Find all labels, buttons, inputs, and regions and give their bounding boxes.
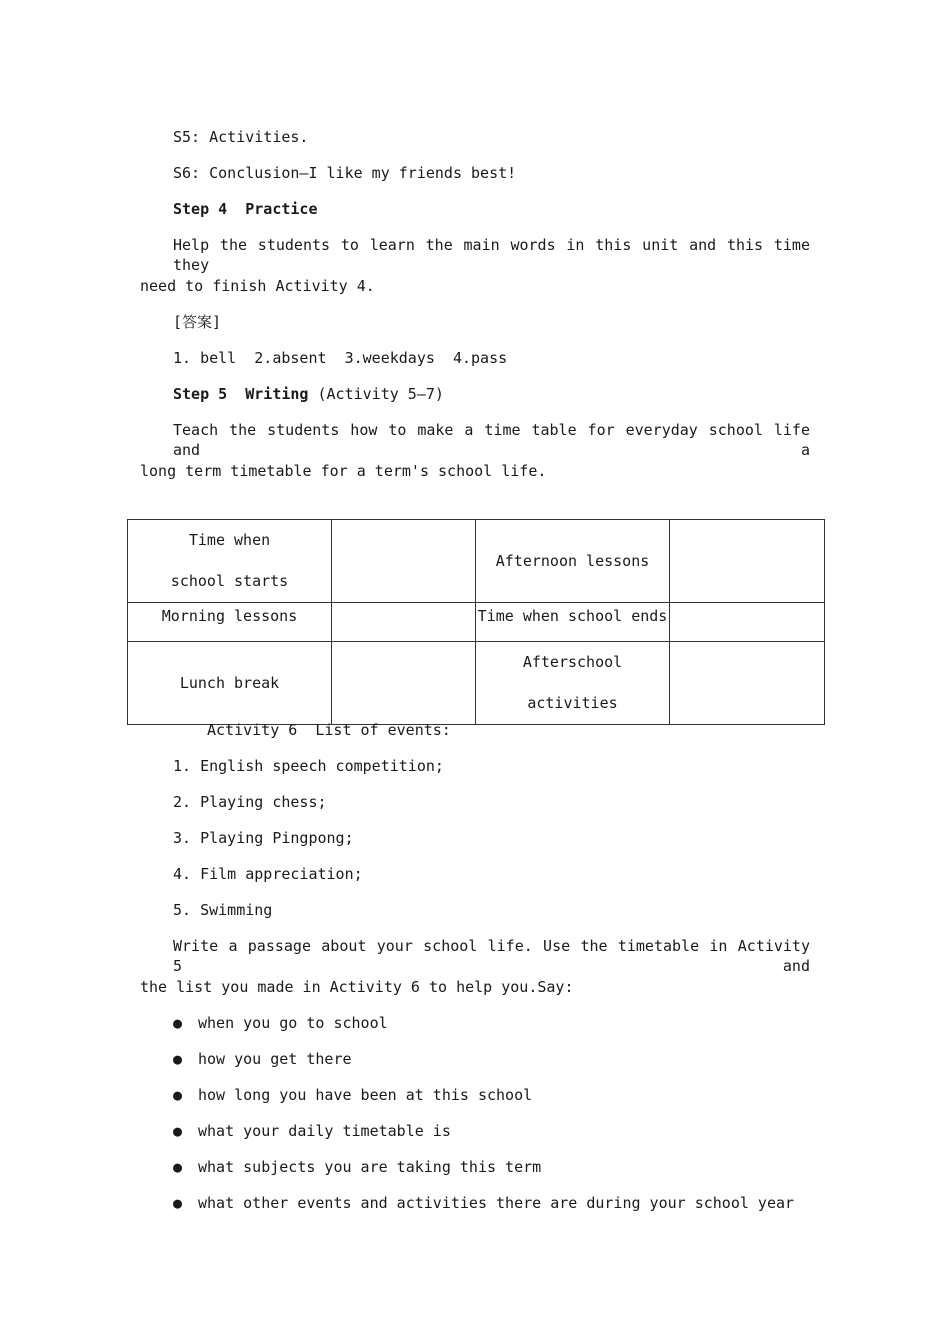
timetable bbox=[127, 519, 825, 725]
cell-empty bbox=[670, 603, 825, 642]
step4-text-line2: need to finish Activity 4. bbox=[140, 277, 375, 295]
bullet-icon: ● bbox=[173, 1086, 183, 1104]
bullet-item bbox=[173, 1193, 794, 1213]
cell-empty bbox=[670, 520, 825, 603]
bullet-item bbox=[173, 1049, 352, 1069]
heading-step4: Step 4 Practice bbox=[173, 200, 318, 218]
bullet-item bbox=[173, 1085, 532, 1105]
bullet-text: what your daily timetable is bbox=[198, 1122, 451, 1140]
cell-empty bbox=[332, 642, 476, 725]
bullet-text: what subjects you are taking this term bbox=[198, 1158, 542, 1176]
step4-text-line1: Help the students to learn the main words in this unit and this time they bbox=[173, 236, 810, 274]
cell-empty bbox=[670, 642, 825, 725]
cell-empty bbox=[332, 603, 476, 642]
bullet-item bbox=[173, 1121, 451, 1141]
list-item: 5. Swimming bbox=[173, 901, 273, 919]
cell-empty bbox=[332, 520, 476, 603]
list-item: 3. Playing Pingpong; bbox=[173, 829, 354, 847]
bullet-icon: ● bbox=[173, 1122, 183, 1140]
step5-text-line1: Teach the students how to make a time table for everyday school life and a bbox=[173, 421, 810, 459]
cell-lunch-break: Lunch break bbox=[128, 642, 332, 725]
table-row bbox=[128, 603, 825, 642]
cell-afternoon-lessons: Afternoon lessons bbox=[476, 520, 670, 603]
bullet-text: how you get there bbox=[198, 1050, 352, 1068]
step5-paren: (Activity 5—7) bbox=[308, 385, 444, 403]
list-item: 4. Film appreciation; bbox=[173, 865, 363, 883]
cell-time-school-ends: Time when school ends bbox=[476, 603, 670, 642]
bullet-icon: ● bbox=[173, 1014, 183, 1032]
bullet-icon: ● bbox=[173, 1158, 183, 1176]
heading-step5 bbox=[173, 384, 444, 404]
bullet-item bbox=[173, 1013, 388, 1033]
activity6-title: Activity 6 List of events: bbox=[207, 721, 451, 739]
cell-afterschool-activities: Afterschool activities bbox=[476, 642, 670, 725]
step5-bold: Step 5 Writing bbox=[173, 385, 309, 403]
bullet-icon: ● bbox=[173, 1194, 183, 1212]
table-row bbox=[128, 520, 825, 603]
answers-line: 1. bell 2.absent 3.weekdays 4.pass bbox=[173, 349, 508, 367]
bullet-text: how long you have been at this school bbox=[198, 1086, 533, 1104]
line-s5: S5: Activities. bbox=[173, 128, 309, 146]
line-s6: S6: Conclusion—I like my friends best! bbox=[173, 164, 517, 182]
list-item: 1. English speech competition; bbox=[173, 757, 444, 775]
cell-morning-lessons: Morning lessons bbox=[128, 603, 332, 642]
bullet-text: what other events and activities there are during your school year bbox=[198, 1194, 795, 1212]
bullet-text: when you go to school bbox=[198, 1014, 388, 1032]
list-item: 2. Playing chess; bbox=[173, 793, 327, 811]
writing-text-line2: the list you made in Activity 6 to help you.Say: bbox=[140, 978, 574, 996]
writing-text-line1: Write a passage about your school life. Use the timetable in Activity 5 and bbox=[173, 937, 810, 975]
bullet-icon: ● bbox=[173, 1050, 183, 1068]
cell-time-school-starts: Time when school starts bbox=[128, 520, 332, 603]
bullet-item bbox=[173, 1157, 541, 1177]
step5-text-line2: long term timetable for a term's school life. bbox=[140, 462, 547, 480]
answer-label: [答案] bbox=[173, 313, 222, 331]
table-row bbox=[128, 642, 825, 725]
